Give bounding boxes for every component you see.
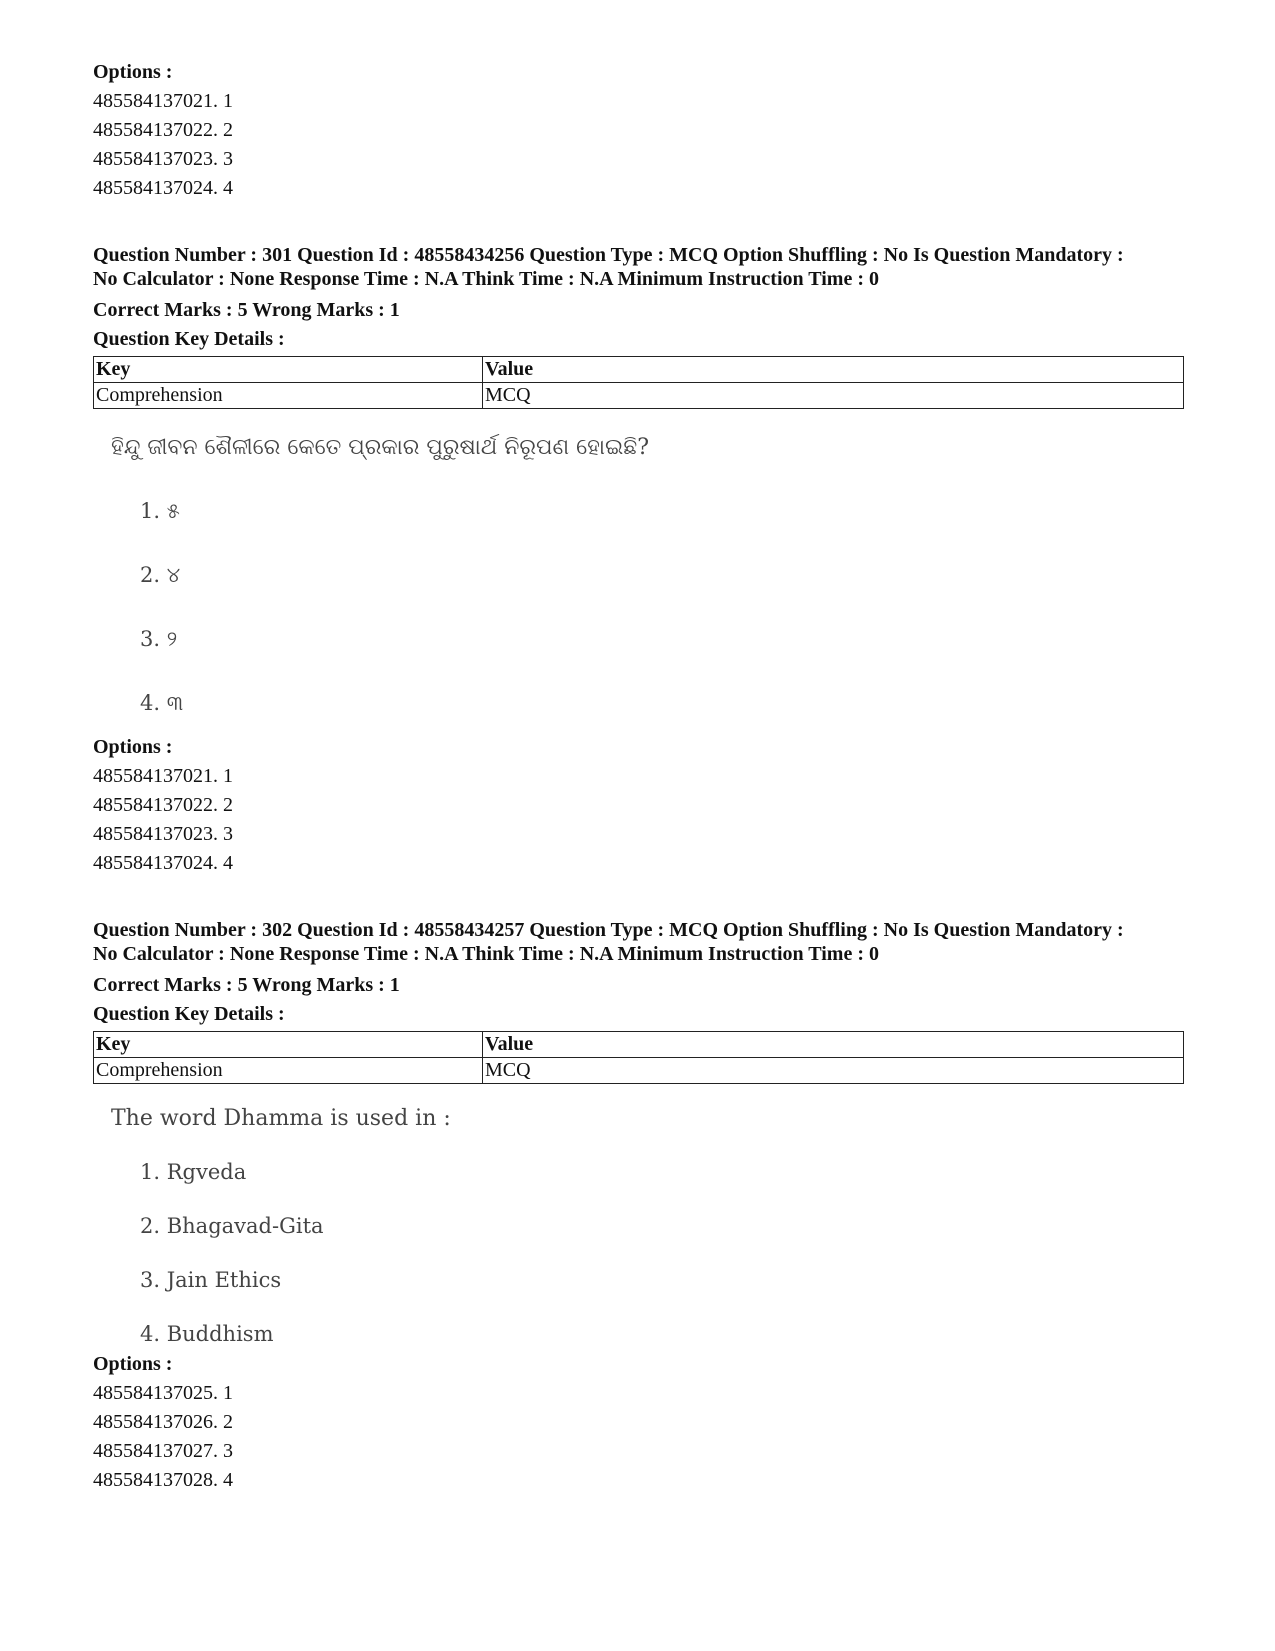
question-choice: 3. Jain Ethics (140, 1268, 282, 1292)
table-cell-key: Comprehension (94, 383, 483, 409)
top-options-block (93, 58, 1183, 203)
table-header-row (94, 1032, 1184, 1058)
table-cell-value: MCQ (483, 1058, 1184, 1084)
options-block (93, 733, 1183, 878)
document-page (93, 58, 1183, 1495)
table-header-row (94, 357, 1184, 383)
option-id-line: 485584137024. 4 (93, 852, 233, 874)
option-id-line: 485584137021. 1 (93, 90, 233, 112)
options-block (93, 1350, 1183, 1495)
option-id-line: 485584137021. 1 (93, 765, 233, 787)
marks-line: Correct Marks : 5 Wrong Marks : 1 (93, 299, 400, 321)
question-choice: 2. Bhagavad-Gita (140, 1214, 324, 1238)
key-details-label: Question Key Details : (93, 328, 285, 350)
question-header-line2: No Calculator : None Response Time : N.A Think Time : N.A Minimum Instruction Time : 0 (93, 268, 879, 290)
option-id-line: 485584137024. 4 (93, 177, 233, 199)
question-block-301 (93, 243, 1183, 878)
option-id-line: 485584137026. 2 (93, 1411, 233, 1433)
table-header-value: Value (483, 357, 1184, 383)
option-id-line: 485584137023. 3 (93, 148, 233, 170)
key-details-label: Question Key Details : (93, 1003, 285, 1025)
key-details-table (93, 1031, 1184, 1084)
question-choice: 4. Buddhism (140, 1322, 274, 1346)
table-row (94, 383, 1184, 409)
question-block-302 (93, 918, 1183, 1495)
option-id-line: 485584137022. 2 (93, 794, 233, 816)
table-header-key: Key (94, 1032, 483, 1058)
table-header-value: Value (483, 1032, 1184, 1058)
options-label: Options : (93, 1353, 173, 1375)
question-choice: 3. ୨ (140, 627, 178, 651)
table-cell-value: MCQ (483, 383, 1184, 409)
table-cell-key: Comprehension (94, 1058, 483, 1084)
question-header-line2: No Calculator : None Response Time : N.A Think Time : N.A Minimum Instruction Time : 0 (93, 943, 879, 965)
question-choice: 1. Rgveda (140, 1160, 247, 1184)
option-id-line: 485584137022. 2 (93, 119, 233, 141)
key-details-table (93, 356, 1184, 409)
question-choice: 4. ୩ (140, 691, 184, 715)
table-row (94, 1058, 1184, 1084)
options-label: Options : (93, 61, 173, 83)
question-header-line1: Question Number : 302 Question Id : 48558434257 Question Type : MCQ Option Shuffling : No Is Question Mandatory : (93, 919, 1124, 941)
option-id-line: 485584137028. 4 (93, 1469, 233, 1491)
question-image-block (93, 435, 1183, 719)
question-stem: The word Dhamma is used in : (111, 1106, 451, 1131)
marks-line: Correct Marks : 5 Wrong Marks : 1 (93, 974, 400, 996)
option-id-line: 485584137025. 1 (93, 1382, 233, 1404)
table-header-key: Key (94, 357, 483, 383)
question-stem: ହିନ୍ଦୁ ଜୀବନ ଶୈଳୀରେ କେତେ ପ୍ରକାର ପୁରୁଷାର୍ଥ ନିରୂପଣ ହୋଇଛି? (111, 435, 650, 460)
question-choice: 1. ୫ (140, 499, 180, 523)
option-id-line: 485584137023. 3 (93, 823, 233, 845)
question-header-line1: Question Number : 301 Question Id : 48558434256 Question Type : MCQ Option Shuffling : No Is Question Mandatory : (93, 244, 1124, 266)
question-image-block (93, 1106, 1183, 1346)
question-choice: 2. ୪ (140, 563, 181, 587)
option-id-line: 485584137027. 3 (93, 1440, 233, 1462)
options-label: Options : (93, 736, 173, 758)
